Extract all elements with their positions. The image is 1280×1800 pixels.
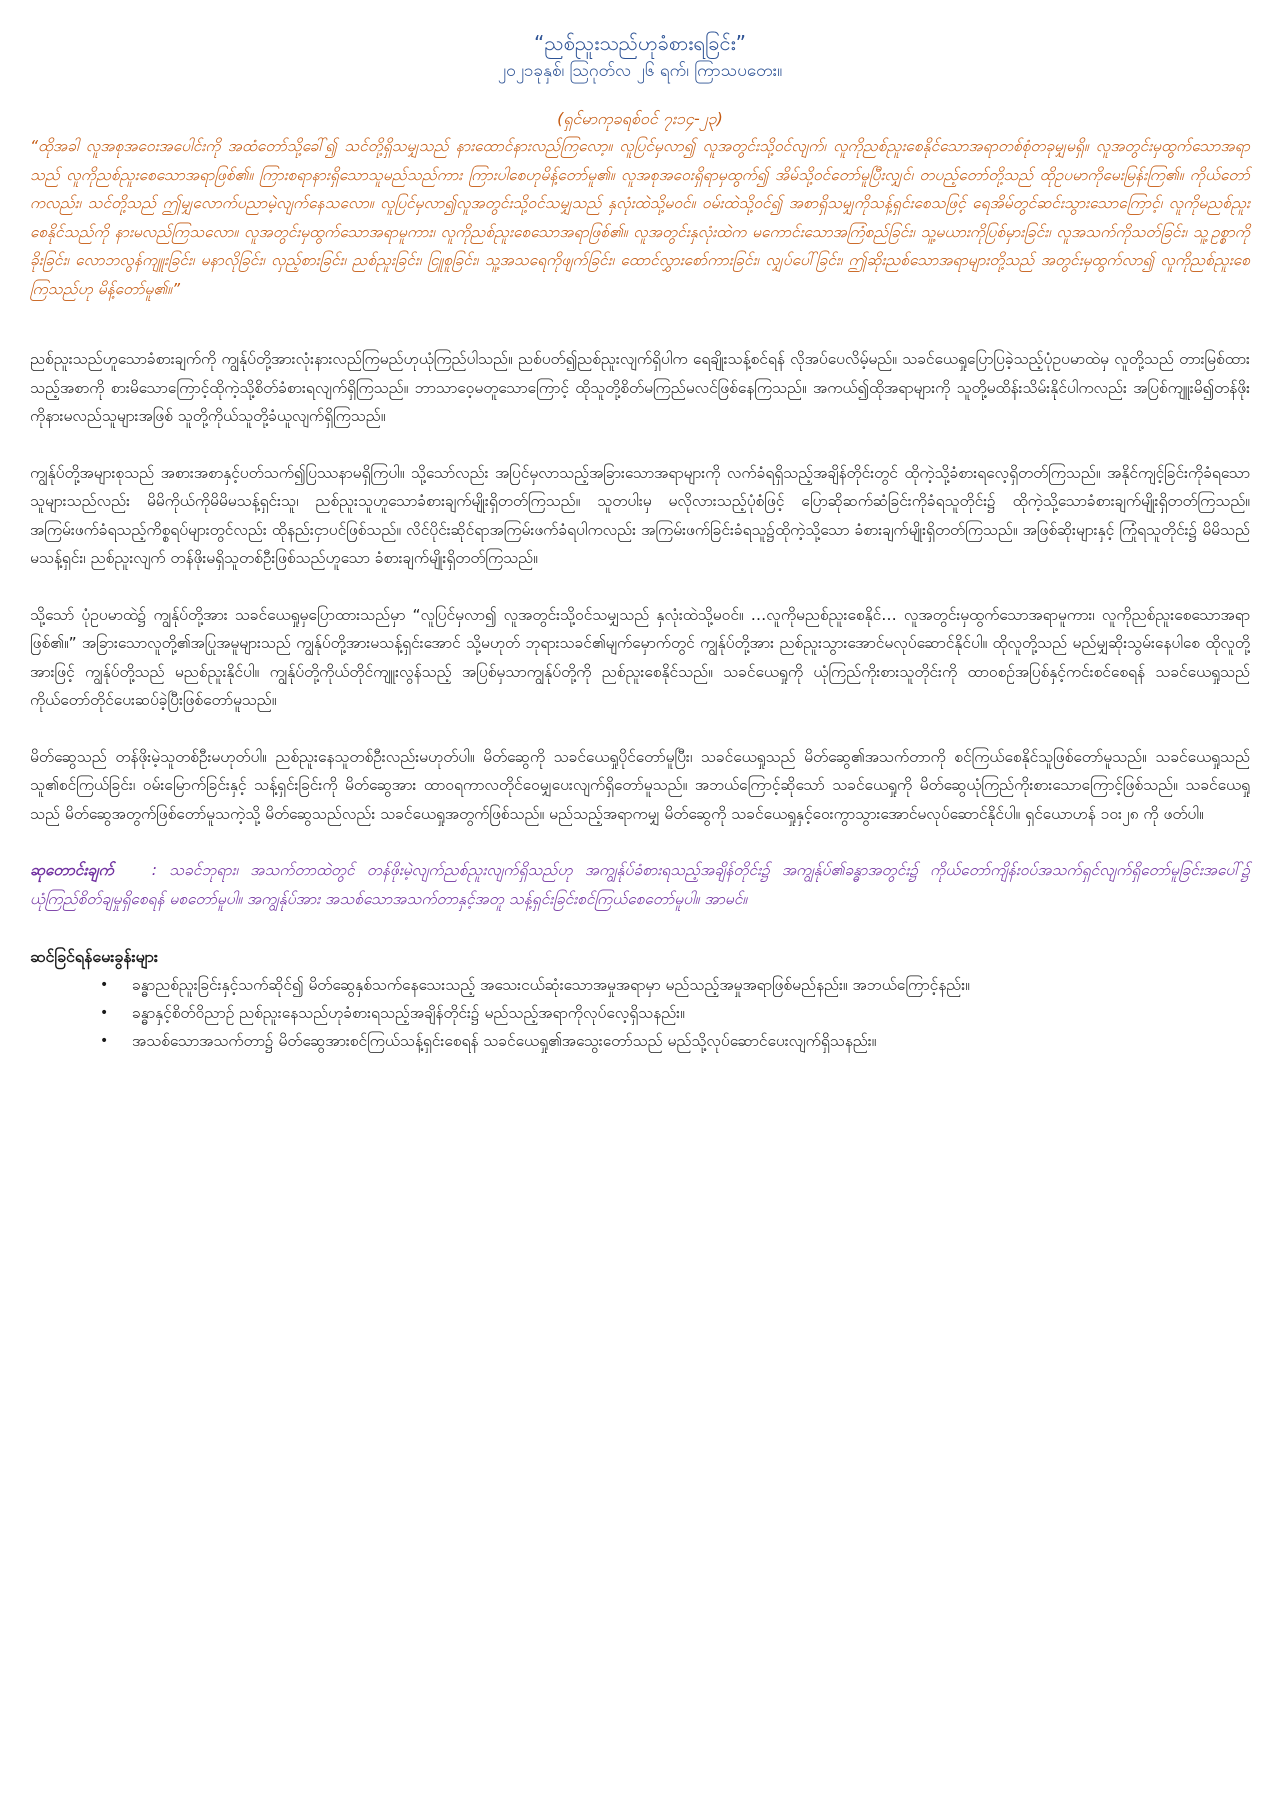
question-text: အသစ်သောအသက်တာ၌ မိတ်ဆွေအားစင်ကြယ်သန့်ရှင်းစေရန် သခင်ယေရှု၏အသွေးတော်သည် မည်သို့လုပ်ဆောင်ပေးလျက်ရှိသနည်း။ [132,1032,877,1050]
bullet-icon: • [100,977,109,993]
prayer-label: ဆုတောင်းချက် [30,861,114,879]
devotional-date: ၂၀၂၁ခုနှစ်၊ ဩဂုတ်လ ၂၆ ရက်၊ ကြာသပတေး။ [497,61,783,81]
question-text: ခန္ဓာညစ်ညူးခြင်းနှင့်သက်ဆိုင်၍ မိတ်ဆွေနှစ်သက်နေသေးသည့် အသေးငယ်ဆုံးသောအမှုအရာမှာ မည်သည့်အမှုအရာဖြစ်မည်နည်း။ အဘယ်ကြောင့်နည်း။ [132,976,970,994]
prayer-text: : သခင်ဘုရား၊ အသက်တာထဲတွင် တန်ဖိုးမဲ့လျက်ညစ်ညူးလျက်ရှိသည်ဟု အကျွန်ုပ်ခံစားရသည့်အချိန်တိုင်း၌ အကျွန်ုပ်၏ခန္ဓာအတွင်း၌ ကိုယ်တော်ကျိန်းဝပ်အသက်ရှင်လျက်ရှိတော်မူခြင်းအပေါ်၌ ယုံကြည်စိတ်ချမှုရှိစေရန် မစတော်မူပါ။ အကျွန်ုပ်အား အသစ်သောအသက်တာနှင့်အတူ သန့်ရှင်းခြင်းစင်ကြယ်စေတော်မူပါ။ အာမင်။ [30,861,1250,908]
questions-list [30,971,1250,1055]
questions-heading: ဆင်ခြင်ရန်မေးခွန်းများ [30,947,158,966]
question-text: ခန္ဓာနှင့်စိတ်ဝိညာဉ် ညစ်ညူးနေသည်ဟုခံစားရသည့်အချိန်တိုင်း၌ မည်သည့်အရာကိုလုပ်လေ့ရှိသနည်း။ [132,1004,685,1022]
body-paragraph-4: မိတ်ဆွေသည် တန်ဖိုးမဲ့သူတစ်ဦးမဟုတ်ပါ။ ညစ်ညူးနေသူတစ်ဦးလည်းမဟုတ်ပါ။ မိတ်ဆွေကို သခင်ယေရှုပိုင်တော်မူပြီး၊ သခင်ယေရှုသည် မိတ်ဆွေ၏အသက်တာကို စင်ကြယ်စေနိုင်သူဖြစ်တော်မူသည်။ သခင်ယေရှုသည် သူ၏စင်ကြယ်ခြင်း၊ ဝမ်းမြောက်ခြင်းနှင့် သန့်ရှင်းခြင်းကို မိတ်ဆွေအား ထာဝရကာလတိုင်ဝေမျှပေးလျက်ရှိတော်မူသည်။ အဘယ်ကြောင့်ဆိုသော် သခင်ယေရှုကို မိတ်ဆွေယုံကြည်ကိုးစားသောကြောင့်ဖြစ်သည်။ သခင်ယေရှုသည် မိတ်ဆွေအတွက်ဖြစ်တော်မူသကဲ့သို့ မိတ်ဆွေသည်လည်း သခင်ယေရှုအတွက်ဖြစ်သည်။ မည်သည့်အရာကမျှ မိတ်ဆွေကို သခင်ယေရှုနှင့်ဝေးကွာသွားအောင်မလုပ်ဆောင်နိုင်ပါ။ ရှင်ယောဟန် ၁၀း၂၈ ကို ဖတ်ပါ။ [30,747,1250,823]
scripture-passage: “ထိုအခါ လူအစုအဝေးအပေါင်းကို အထံတော်သို့ခေါ်၍ သင်တို့ရှိသမျှသည် နားထောင်နားလည်ကြလော့။ လူပြင်မှလာ၍ လူအတွင်းသို့ဝင်လျက်၊ လူကိုညစ်ညူးစေနိုင်သောအရာတစ်စုံတခုမျှမရှိ။ လူအတွင်းမှထွက်သောအရာသည် လူကိုညစ်ညူးစေသောအရာဖြစ်၏။ ကြားစရာနားရှိသောသူမည်သည်ကား ကြားပါစေဟုမိန့်တော်မူ၏။ လူအစုအဝေးရှိရာမှထွက်၍ အိမ်သို့ဝင်တော်မူပြီးလျှင်၊ တပည့်တော်တို့သည် ထိုဥပမာကိုမေးမြန်းကြ၏။ ကိုယ်တော်ကလည်း၊ သင်တို့သည် ဤမျှလောက်ပညာမဲ့လျက်နေသလော။ လူပြင်မှလာ၍လူအတွင်းသို့ဝင်သမျှသည် နှလုံးထဲသို့မဝင်။ ဝမ်းထဲသို့ဝင်၍ အစာရှိသမျှကိုသန့်ရှင်းစေသဖြင့် ရေအိမ်တွင်ဆင်းသွားသောကြောင့်၊ လူကိုမညစ်ညူးစေနိုင်သည်ကို နားမလည်ကြသလော။ လူအတွင်းမှထွက်သောအရာမူကား၊ လူကိုညစ်ညူးစေသောအရာဖြစ်၏။ လူအတွင်းနှလုံးထဲက မကောင်းသောအကြံစည်ခြင်း၊ သူ့မယားကိုပြစ်မှားခြင်း၊ လူအသက်ကိုသတ်ခြင်း၊ သူ့ဥစ္စာကိုခိုးခြင်း၊ လောဘလွန်ကျူးခြင်း၊ မနာလိုခြင်း၊ လှည့်စားခြင်း၊ ညစ်ညူးခြင်း၊ ငြူစူခြင်း၊ သူ့အသရေကိုဖျက်ခြင်း၊ ထောင်လွှားစော်ကားခြင်း၊ လျှပ်ပေါ်ခြင်း၊ ဤဆိုးညစ်သောအရာများတို့သည် အတွင်းမှထွက်လာ၍ လူကိုညစ်ညူးစေကြသည်ဟု မိန့်တော်မူ၏။” [30,137,1250,298]
question-item [100,971,1250,999]
question-item [100,1027,1250,1055]
prayer-block [30,856,1250,913]
body-paragraph-3: သို့သော် ပုံဥပမာထဲ၌ ကျွန်ုပ်တို့အား သခင်ယေရှုမှပြောထားသည်မှာ “လူပြင်မှလာ၍ လူအတွင်းသို့ဝင်သမျှသည် နှလုံးထဲသို့မဝင်။ …လူကိုမညစ်ညူးစေနိုင်… လူအတွင်းမှထွက်သောအရာမူကား၊ လူကိုညစ်ညူးစေသောအရာဖြစ်၏။” အခြားသောလူတို့၏အပြုအမူများသည် ကျွန်ုပ်တို့အားမသန့်ရှင်းအောင် သို့မဟုတ် ဘုရားသခင်၏မျက်မှောက်တွင် ကျွန်ုပ်တို့အား ညစ်ညူးသွားအောင်မလုပ်ဆောင်နိုင်ပါ။ ထိုလူတို့သည် မည်မျှဆိုးသွမ်းနေပါစေ ထိုလူတို့အားဖြင့် ကျွန်ုပ်တို့သည် မညစ်ညူးနိုင်ပါ။ ကျွန်ုပ်တို့ကိုယ်တိုင်ကျူးလွန်သည့် အပြစ်မှသာကျွန်ုပ်တို့ကို ညစ်ညူးစေနိုင်သည်။ သခင်ယေရှုကို ယုံကြည်ကိုးစားသူတိုင်းကို ထာဝစဉ်အပြစ်နှင့်ကင်းစင်စေရန် သခင်ယေရှုသည် ကိုယ်တော်တိုင်ပေးဆပ်ခဲ့ပြီးဖြစ်တော်မူသည်။ [30,605,1250,709]
body-paragraph-2: ကျွန်ုပ်တို့အများစုသည် အစားအစာနှင့်ပတ်သက်၍ပြဿနာမရှိကြပါ။ သို့သော်လည်း အပြင်မှလာသည့်အခြားသောအရာများကို လက်ခံရရှိသည့်အချိန်တိုင်းတွင် ထိုကဲ့သို့ခံစားရလေ့ရှိတတ်ကြသည်။ အနိုင်ကျင့်ခြင်းကိုခံရသောသူများသည်လည်း မိမိကိုယ်ကိုမိမိမသန့်ရှင်းသူ၊ ညစ်ညူးသူဟူသောခံစားချက်မျိုးရှိတတ်ကြသည်။ သူတပါးမှ မလိုလားသည့်ပုံစံဖြင့် ပြောဆိုဆက်ဆံခြင်းကိုခံရသူတိုင်း၌ ထိုကဲ့သို့သောခံစားချက်မျိုးရှိတတ်ကြသည်။ အကြမ်းဖက်ခံရသည့်ကိစ္စရပ်များတွင်လည်း ထိုနည်းငှာပင်ဖြစ်သည်။ လိင်ပိုင်းဆိုင်ရာအကြမ်းဖက်ခံရပါကလည်း အကြမ်းဖက်ခြင်းခံရသူ၌ထိုကဲ့သို့သော ခံစားချက်မျိုးရှိတတ်ကြသည်။ အဖြစ်ဆိုးများနှင့် ကြုံရသူတိုင်း၌ မိမိသည် မသန့်ရှင်း၊ ညစ်ညူးလျက် တန်ဖိုးမရှိသူတစ်ဦးဖြစ်သည်ဟူသော ခံစားချက်မျိုးရှိတတ်ကြသည်။ [30,463,1250,567]
page-title: “ညစ်ညူးသည်ဟုခံစားရခြင်း” [533,31,747,55]
question-item [100,999,1250,1027]
body-paragraph-1: ညစ်ညူးသည်ဟူသောခံစားချက်ကို ကျွန်ုပ်တို့အားလုံးနားလည်ကြမည်ဟုယုံကြည်ပါသည်။ ညစ်ပတ်၍ညစ်ညူးလျက်ရှိပါက ရေချိုးသန့်စင်ရန် လိုအပ်ပေလိမ့်မည်။ သခင်ယေရှုပြောပြခဲ့သည့်ပုံဥပမာထဲမှ လူတို့သည် တားမြစ်ထားသည့်အစာကို စားမိသောကြောင့်ထိုကဲ့သို့စိတ်ခံစားရလျက်ရှိကြသည်။ ဘာသာဝေ့မတူသောကြောင့် ထိုသူတို့စိတ်မကြည်မလင်ဖြစ်နေကြသည်။ အကယ်၍ထိုအရာများကို သူတို့မထိန်းသိမ်းနိုင်ပါကလည်း အပြစ်ကျူးမိ၍တန်ဖိုးကိုနားမလည်သူများအဖြစ် သူတို့ကိုယ်သူတို့ခံယူလျက်ရှိကြသည်။ [30,350,1250,425]
bullet-icon: • [100,1033,109,1049]
scripture-reference: (ရှင်မာကုခရစ်ဝင် ၇း၁၄-၂၃) [557,109,723,128]
bullet-icon: • [100,1005,109,1021]
